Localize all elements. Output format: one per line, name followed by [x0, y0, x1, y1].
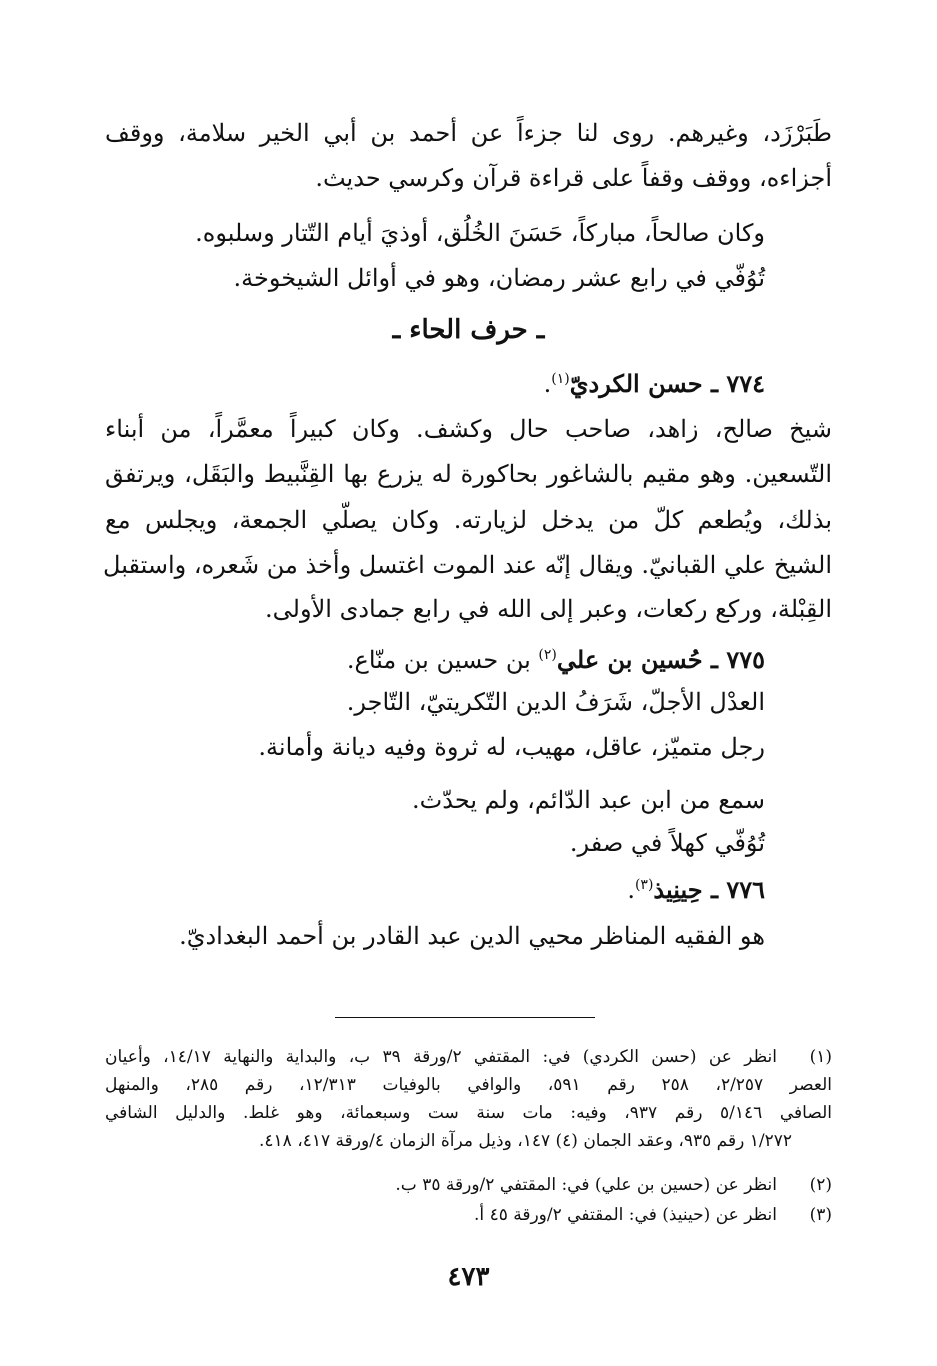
- body-line: تُوُفّي في رابع عشر رمضان، وهو في أوائل الشيخوخة.: [233, 264, 765, 292]
- body-line: التّسعين. وهو مقيم بالشاغور بحاكورة له يزرع بها القِنَّبيط والبَقَل، ويرتفق: [105, 460, 832, 488]
- entry-title-text: ٧٧٦ ـ حِينِيذ: [653, 875, 765, 904]
- body-line: الشيخ علي القبانيّ. ويقال إنّه عند الموت اغتسل وأخذ من شَعره، واستقبل: [103, 551, 832, 579]
- entry-title-text: ٧٧٤ ـ حسن الكرديّ: [569, 369, 765, 398]
- body-line: شيخ صالح، زاهد، صاحب حال وكشف. وكان كبيراً معمَّراً، من أبناء: [105, 415, 832, 443]
- footnote-marker: (٣): [634, 877, 654, 893]
- page-number: ٤٧٣: [447, 1262, 490, 1292]
- footnote-text: انظر عن (حينيذ) في: المقتفي ٢/ورقة ٤٥ أ.: [474, 1205, 777, 1225]
- body-line: رجل متميّز، عاقل، مهيب، له ثروة وفيه ديانة وأمانة.: [258, 733, 765, 761]
- entry-title-text: ٧٧٥ ـ حُسين بن علي: [556, 645, 765, 674]
- entry-title-rest: بن حسين بن منّاع.: [346, 646, 539, 674]
- footnote-text: ١/٢٧٢ رقم ٩٣٥، وعقد الجمان (٤) ١٤٧، وذيل مرآة الزمان ٤/ورقة ٤١٧، ٤١٨.: [258, 1131, 792, 1151]
- footnote-2: [105, 1173, 832, 1197]
- footnote-marker: (٢): [538, 647, 557, 663]
- body-line: القِبْلة، وركع ركعات، وعبر إلى الله في رابع جمادى الأولى.: [265, 595, 832, 623]
- body-line: بذلك، ويُطعم كلّ من يدخل لزيارته. وكان يصلّي الجمعة، ويجلس مع: [105, 506, 832, 534]
- footnote-1-continued: [105, 1073, 832, 1097]
- entry-title-end: .: [543, 370, 552, 398]
- footnote-1: [105, 1045, 832, 1069]
- footnote-number: (١): [809, 1047, 832, 1067]
- footnote-text: انظر عن (حسن الكردي) في: المقتفي ٢/ورقة ٣٩ ب، والبداية والنهاية ١٤/١٧، وأعيان: [105, 1047, 777, 1067]
- body-line: هو الفقيه المناظر محيي الدين عبد القادر بن أحمد البغداديّ.: [179, 922, 765, 950]
- footnote-text: انظر عن (حسين بن علي) في: المقتفي ٢/ورقة ٣٥ ب.: [395, 1175, 777, 1195]
- body-line: سمع من ابن عبد الدّائم، ولم يحدّث.: [412, 786, 765, 814]
- entry-775-title: [105, 644, 765, 676]
- footnote-text: الصافي ٥/١٤٦ رقم ٩٣٧، وفيه: مات سنة ست وسبعمائة، وهو غلط. والدليل الشافي: [105, 1103, 832, 1123]
- footnote-number: (٣): [809, 1205, 832, 1225]
- body-line: أجزاءه، ووقف وقفاً على قراءة قرآن وكرسي حديث.: [315, 164, 832, 192]
- body-line: طَبَرْزَد، وغيرهم. روى لنا جزءاً عن أحمد بن أبي الخير سلامة، ووقف: [105, 119, 832, 147]
- footnote-1-continued: [105, 1129, 832, 1153]
- footnote-marker: (١): [551, 371, 570, 387]
- footnote-separator: [335, 1017, 595, 1018]
- body-line: تُوُفّي كهلاً في صفر.: [569, 829, 765, 857]
- section-heading: ـ حرف الحاء ـ: [392, 315, 545, 345]
- body-line: العدْل الأجلّ، شَرَفُ الدين التّكريتيّ، التّاجر.: [346, 688, 765, 716]
- footnote-text: العصر ٢/٢٥٧، ٢٥٨ رقم ٥٩١، والوافي بالوفيات ١٢/٣١٣، رقم ٢٨٥، والمنهل: [105, 1075, 832, 1095]
- footnote-3: [105, 1203, 832, 1227]
- entry-774-title: [105, 368, 765, 400]
- footnote-1-continued: [105, 1101, 832, 1125]
- entry-title-end: .: [627, 876, 635, 904]
- body-line: وكان صالحاً، مباركاً، حَسَنَ الخُلُق، أوذيَ أيام التّتار وسلبوه.: [195, 219, 765, 247]
- footnote-number: (٢): [809, 1175, 832, 1195]
- entry-776-title: [105, 874, 765, 906]
